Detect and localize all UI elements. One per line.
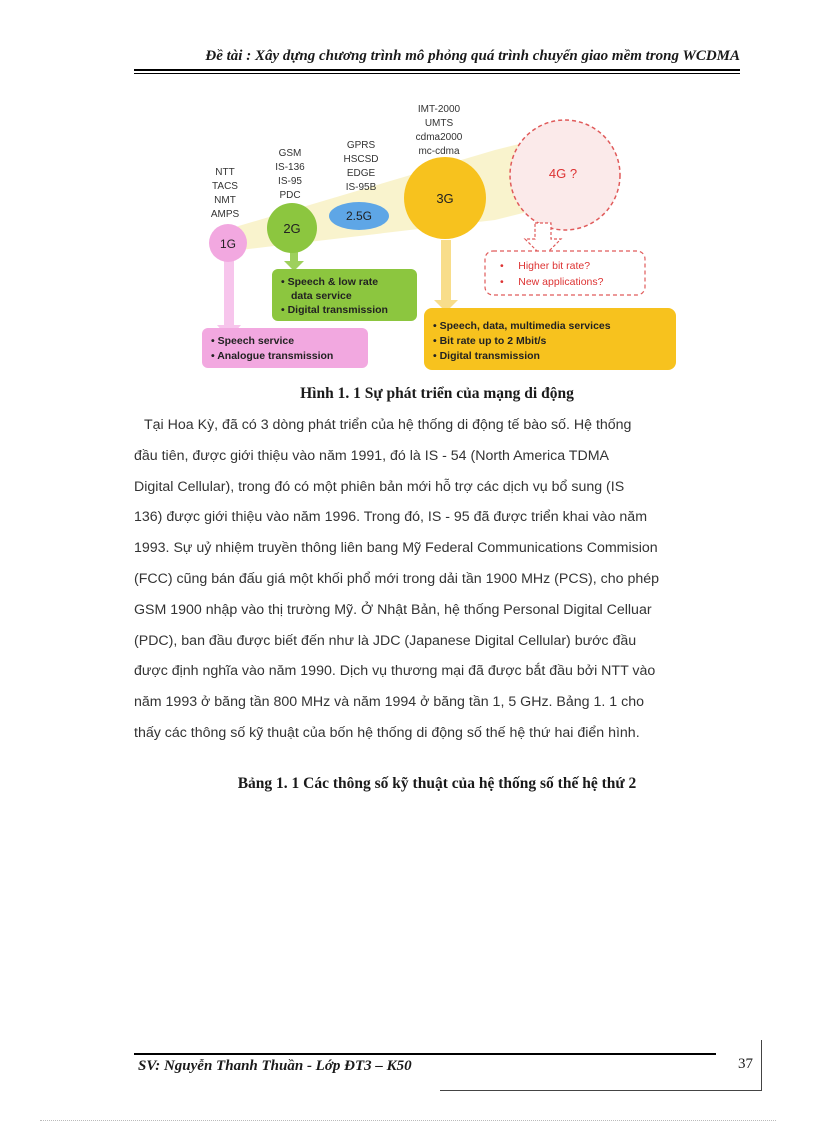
header-rule-thin — [134, 73, 740, 74]
gen-2g-system-2: IS-136 — [275, 162, 305, 173]
page-number: 37 — [738, 1056, 753, 1072]
box-3g-line-1: • Speech, data, multimedia services — [433, 320, 611, 332]
paragraph-line: 1993. Sự uỷ nhiệm truyền thông liên bang Mỹ Federal Communications Commision — [134, 540, 658, 557]
page-bottom-dotted-line — [40, 1120, 776, 1121]
arrow-3g — [434, 240, 458, 312]
gen-1g-system-1: NTT — [215, 167, 235, 178]
footer-rule — [134, 1053, 716, 1055]
box-3g-line-2: • Bit rate up to 2 Mbit/s — [433, 335, 547, 347]
gen-25g-system-3: EDGE — [346, 168, 376, 179]
paragraph-line: thấy các thông số kỹ thuật của bốn hệ thống di động số thế hệ thứ hai điển hình. — [134, 724, 640, 741]
paragraph-line: (FCC) cũng bán đấu giá một khối phổ mới trong dải tần 1900 MHz (PCS), cho phép — [134, 570, 660, 587]
gen-1g-system-4: AMPS — [210, 209, 240, 220]
box-4g-line-1: • Higher bit rate? — [500, 260, 591, 272]
paragraph-line: 136) được giới thiệu vào năm 1996. Trong đó, IS - 95 đã được triển khai vào năm — [134, 509, 648, 526]
gen-2g-system-3: IS-95 — [278, 176, 302, 187]
gen-25g-system-4: IS-95B — [345, 182, 377, 193]
gen-25g-label: 2.5G — [345, 209, 373, 223]
footer-author: SV: Nguyễn Thanh Thuần - Lớp ĐT3 – K50 — [138, 1058, 412, 1074]
gen-25g-system-1: GPRS — [346, 140, 376, 151]
gen-2g-system-4: PDC — [279, 190, 301, 201]
gen-1g-system-3: NMT — [214, 195, 236, 206]
paragraph-line: năm 1993 ở băng tần 800 MHz và năm 1994 ở băng tần 1, 5 GHz. Bảng 1. 1 cho — [134, 694, 644, 711]
gen-3g-system-4: mc-cdma — [418, 146, 460, 157]
gen-1g-system-2: TACS — [212, 181, 238, 192]
box-3g-line-3: • Digital transmission — [433, 350, 540, 362]
gen-3g-label: 3G — [436, 191, 454, 206]
box-4g-line-2: • New applications? — [500, 276, 604, 288]
gen-25g-system-2: HSCSD — [343, 154, 379, 165]
gen-3g-system-2: UMTS — [424, 118, 454, 129]
paragraph-line: được định nghĩa vào năm 1990. Dịch vụ thương mại đã được bắt đầu bởi NTT vào — [134, 663, 656, 680]
paragraph-line: Digital Cellular), trong đó có một phiên bản mới hỗ trợ các dịch vụ bổ sung (IS — [134, 478, 625, 495]
arrow-1g — [217, 255, 241, 339]
box-2g-line-1: • Speech & low rate — [281, 276, 379, 288]
box-2g-line-2: data service — [291, 290, 352, 302]
paragraph-line: Tại Hoa Kỳ, đã có 3 dòng phát triển của hệ thống di động tế bào số. Hệ thống — [144, 417, 632, 433]
paragraph-line: đầu tiên, được giới thiệu vào năm 1991, đó là IS - 54 (North America TDMA — [134, 447, 609, 464]
gen-3g-system-1: IMT-2000 — [417, 104, 461, 115]
box-1g-line-2: • Analogue transmission — [211, 350, 334, 362]
gen-4g-label: 4G ? — [548, 166, 578, 181]
mobile-evolution-figure — [195, 95, 685, 380]
table-caption: Bảng 1. 1 Các thông số kỹ thuật của hệ thống số thế hệ thứ 2 — [237, 775, 637, 792]
page-header-title: Đề tài : Xây dựng chương trình mô phỏng quá trình chuyển giao mềm trong WCDMA — [205, 48, 740, 64]
footer-border-right — [761, 1040, 762, 1090]
body-paragraph — [134, 414, 740, 753]
evolution-band — [215, 135, 555, 253]
box-4g — [485, 251, 645, 295]
box-1g — [202, 328, 368, 368]
figure-caption: Hình 1. 1 Sự phát triển của mạng di động — [300, 385, 574, 402]
header-rule — [134, 69, 740, 71]
box-2g-line-3: • Digital transmission — [281, 304, 388, 316]
paragraph-line: (PDC), ban đầu được biết đến như là JDC (Japanese Digital Cellular) bước đầu — [134, 632, 637, 649]
gen-2g-system-1: GSM — [278, 148, 302, 159]
box-1g-line-1: • Speech service — [211, 335, 295, 347]
footer-border-bottom — [440, 1090, 762, 1091]
gen-3g-system-3: cdma2000 — [415, 132, 463, 143]
gen-2g-label: 2G — [283, 221, 301, 236]
gen-1g-label: 1G — [219, 237, 237, 251]
paragraph-line: GSM 1900 nhập vào thị trường Mỹ. Ở Nhật Bản, hệ thống Personal Digital Celluar — [134, 601, 652, 618]
